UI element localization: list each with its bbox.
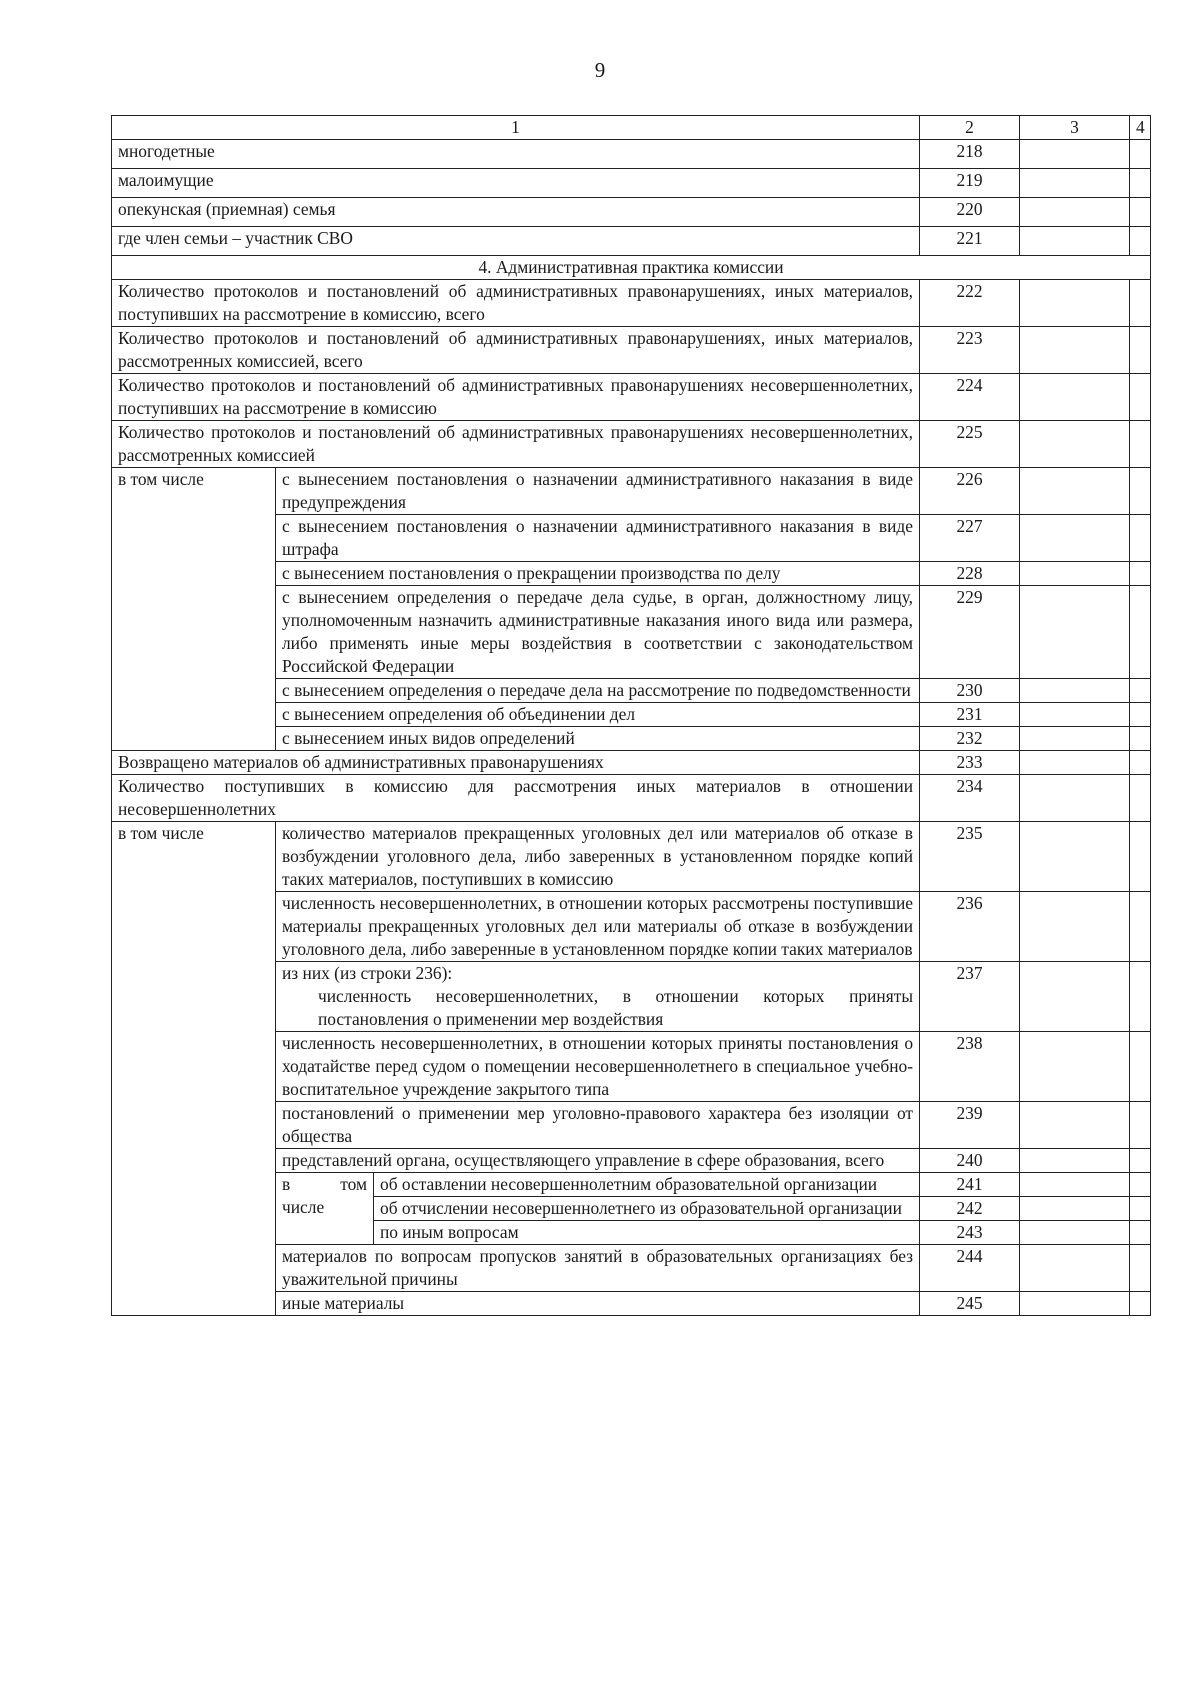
input-cell[interactable]	[1130, 1149, 1151, 1173]
row-prefix: из них (из строки 236):	[282, 963, 453, 983]
row-label: об оставлении несовершеннолетним образовательной организации	[374, 1173, 920, 1197]
input-cell[interactable]	[1020, 727, 1130, 751]
row-code: 243	[920, 1221, 1020, 1245]
in-total-label: в том числе	[112, 468, 276, 751]
input-cell[interactable]	[1020, 327, 1130, 374]
table-row	[112, 775, 1151, 822]
row-label: материалов по вопросам пропусков занятий в образовательных организациях без уважительной причины	[276, 1245, 920, 1292]
table-row	[112, 421, 1151, 468]
col-header-2: 2	[920, 116, 1020, 140]
input-cell[interactable]	[1130, 1221, 1151, 1245]
input-cell[interactable]	[1020, 227, 1130, 256]
input-cell[interactable]	[1020, 374, 1130, 421]
row-label: с вынесением постановления о назначении административного наказания в виде предупреждения	[276, 468, 920, 515]
input-cell[interactable]	[1130, 751, 1151, 775]
input-cell[interactable]	[1130, 1102, 1151, 1149]
input-cell[interactable]	[1130, 1197, 1151, 1221]
row-code: 218	[920, 140, 1020, 169]
row-code: 239	[920, 1102, 1020, 1149]
input-cell[interactable]	[1020, 280, 1130, 327]
row-code: 233	[920, 751, 1020, 775]
row-label: многодетные	[112, 140, 920, 169]
table-row	[112, 751, 1151, 775]
input-cell[interactable]	[1130, 421, 1151, 468]
row-code: 220	[920, 198, 1020, 227]
row-code: 240	[920, 1149, 1020, 1173]
col-header-3: 3	[1020, 116, 1130, 140]
section-row	[112, 256, 1151, 280]
table-row	[112, 374, 1151, 421]
input-cell[interactable]	[1020, 169, 1130, 198]
input-cell[interactable]	[1020, 586, 1130, 679]
input-cell[interactable]	[1130, 775, 1151, 822]
input-cell[interactable]	[1130, 822, 1151, 892]
input-cell[interactable]	[1130, 280, 1151, 327]
input-cell[interactable]	[1130, 198, 1151, 227]
input-cell[interactable]	[1020, 140, 1130, 169]
input-cell[interactable]	[1020, 198, 1130, 227]
row-label: с вынесением определения об объединении дел	[276, 703, 920, 727]
input-cell[interactable]	[1020, 822, 1130, 892]
input-cell[interactable]	[1130, 140, 1151, 169]
input-cell[interactable]	[1130, 1032, 1151, 1102]
table-row	[112, 140, 1151, 169]
row-label: численность несовершеннолетних, в отношении которых приняты постановления о применении мер воздействия	[318, 986, 914, 1029]
input-cell[interactable]	[1130, 515, 1151, 562]
col-header-4: 4	[1130, 116, 1151, 140]
row-code: 221	[920, 227, 1020, 256]
row-code: 223	[920, 327, 1020, 374]
row-code: 241	[920, 1173, 1020, 1197]
input-cell[interactable]	[1130, 169, 1151, 198]
input-cell[interactable]	[1020, 562, 1130, 586]
input-cell[interactable]	[1020, 515, 1130, 562]
row-code: 230	[920, 679, 1020, 703]
row-label: опекунская (приемная) семья	[112, 198, 920, 227]
input-cell[interactable]	[1020, 1173, 1130, 1197]
input-cell[interactable]	[1020, 751, 1130, 775]
table-row	[112, 327, 1151, 374]
row-code: 226	[920, 468, 1020, 515]
row-label: с вынесением иных видов определений	[276, 727, 920, 751]
row-label: об отчислении несовершеннолетнего из образовательной организации	[374, 1197, 920, 1221]
in-total-label: в том числе	[276, 1173, 374, 1245]
input-cell[interactable]	[1130, 892, 1151, 962]
input-cell[interactable]	[1130, 703, 1151, 727]
table-row	[112, 227, 1151, 256]
input-cell[interactable]	[1020, 962, 1130, 1032]
input-cell[interactable]	[1130, 586, 1151, 679]
input-cell[interactable]	[1130, 562, 1151, 586]
row-code: 242	[920, 1197, 1020, 1221]
row-code: 229	[920, 586, 1020, 679]
input-cell[interactable]	[1020, 1221, 1130, 1245]
row-label: постановлений о применении мер уголовно-правового характера без изоляции от общества	[276, 1102, 920, 1149]
row-label: малоимущие	[112, 169, 920, 198]
row-code: 235	[920, 822, 1020, 892]
row-code: 234	[920, 775, 1020, 822]
input-cell[interactable]	[1020, 468, 1130, 515]
row-label: по иным вопросам	[374, 1221, 920, 1245]
table-row	[112, 198, 1151, 227]
table-row	[112, 822, 1151, 892]
row-code: 227	[920, 515, 1020, 562]
row-label: Количество протоколов и постановлений об административных правонарушениях несовершеннолетних, поступивших на рассмотрение в комиссию	[112, 374, 920, 421]
row-label: представлений органа, осуществляющего управление в сфере образования, всего	[276, 1149, 920, 1173]
row-code: 232	[920, 727, 1020, 751]
input-cell[interactable]	[1130, 1292, 1151, 1316]
row-code: 238	[920, 1032, 1020, 1102]
row-code: 237	[920, 962, 1020, 1032]
input-cell[interactable]	[1130, 227, 1151, 256]
table-row	[112, 169, 1151, 198]
input-cell[interactable]	[1020, 679, 1130, 703]
row-label: Количество протоколов и постановлений об административных правонарушениях, иных материалов, поступивших на рассмотрение в комиссию, всего	[112, 280, 920, 327]
row-label: с вынесением постановления о прекращении производства по делу	[276, 562, 920, 586]
row-label: с вынесением определения о передаче дела на рассмотрение по подведомственности	[276, 679, 920, 703]
input-cell[interactable]	[1020, 1197, 1130, 1221]
row-label: Количество протоколов и постановлений об административных правонарушениях, иных материалов, рассмотренных комиссией, всего	[112, 327, 920, 374]
row-code: 222	[920, 280, 1020, 327]
row-label: Количество протоколов и постановлений об административных правонарушениях несовершеннолетних, рассмотренных комиссией	[112, 421, 920, 468]
input-cell[interactable]	[1130, 374, 1151, 421]
row-label: численность несовершеннолетних, в отношении которых рассмотрены поступившие материалы прекращенных уголовных дел или материалы об отказе в возбуждении уголовного дела, либо заверенные в установленном порядке копии таких материалов	[276, 892, 920, 962]
row-code: 224	[920, 374, 1020, 421]
row-label: где член семьи – участник СВО	[112, 227, 920, 256]
input-cell[interactable]	[1020, 1102, 1130, 1149]
input-cell[interactable]	[1130, 1173, 1151, 1197]
row-label: с вынесением постановления о назначении административного наказания в виде штрафа	[276, 515, 920, 562]
row-label: Возвращено материалов об административных правонарушениях	[112, 751, 920, 775]
row-label: численность несовершеннолетних, в отношении которых приняты постановления о ходатайстве перед судом о помещении несовершеннолетнего в специальное учебно-воспитательное учреждение закрытого типа	[276, 1032, 920, 1102]
input-cell[interactable]	[1020, 421, 1130, 468]
page-number: 9	[594, 58, 606, 82]
input-cell[interactable]	[1020, 1292, 1130, 1316]
row-code: 225	[920, 421, 1020, 468]
table-row	[112, 468, 1151, 515]
row-code: 228	[920, 562, 1020, 586]
table-row	[112, 280, 1151, 327]
row-label: иные материалы	[276, 1292, 920, 1316]
input-cell[interactable]	[1130, 1245, 1151, 1292]
input-cell[interactable]	[1020, 1245, 1130, 1292]
row-code: 245	[920, 1292, 1020, 1316]
input-cell[interactable]	[1130, 468, 1151, 515]
in-total-label: в том числе	[112, 822, 276, 1316]
input-cell[interactable]	[1130, 327, 1151, 374]
row-code: 231	[920, 703, 1020, 727]
input-cell[interactable]	[1020, 775, 1130, 822]
input-cell[interactable]	[1020, 1032, 1130, 1102]
row-code: 236	[920, 892, 1020, 962]
row-code: 244	[920, 1245, 1020, 1292]
row-label: с вынесением определения о передаче дела судье, в орган, должностному лицу, уполномоченным назначить административные наказания иного вида или размера, либо применять иные меры воздействия в соответствии с законодательством Российской Федерации	[276, 586, 920, 679]
input-cell[interactable]	[1020, 892, 1130, 962]
col-header-1: 1	[112, 116, 920, 140]
input-cell[interactable]	[1020, 703, 1130, 727]
input-cell[interactable]	[1130, 962, 1151, 1032]
row-code: 219	[920, 169, 1020, 198]
section-title: 4. Административная практика комиссии	[112, 256, 1151, 280]
input-cell[interactable]	[1130, 679, 1151, 703]
input-cell[interactable]	[1020, 1149, 1130, 1173]
input-cell[interactable]	[1130, 727, 1151, 751]
report-table	[111, 115, 1151, 1316]
row-label: количество материалов прекращенных уголовных дел или материалов об отказе в возбуждении уголовного дела, либо заверенных в установленном порядке копий таких материалов, поступивших в комиссию	[276, 822, 920, 892]
row-label: Количество поступивших в комиссию для рассмотрения иных материалов в отношении несовершеннолетних	[112, 775, 920, 822]
header-row	[112, 116, 1151, 140]
